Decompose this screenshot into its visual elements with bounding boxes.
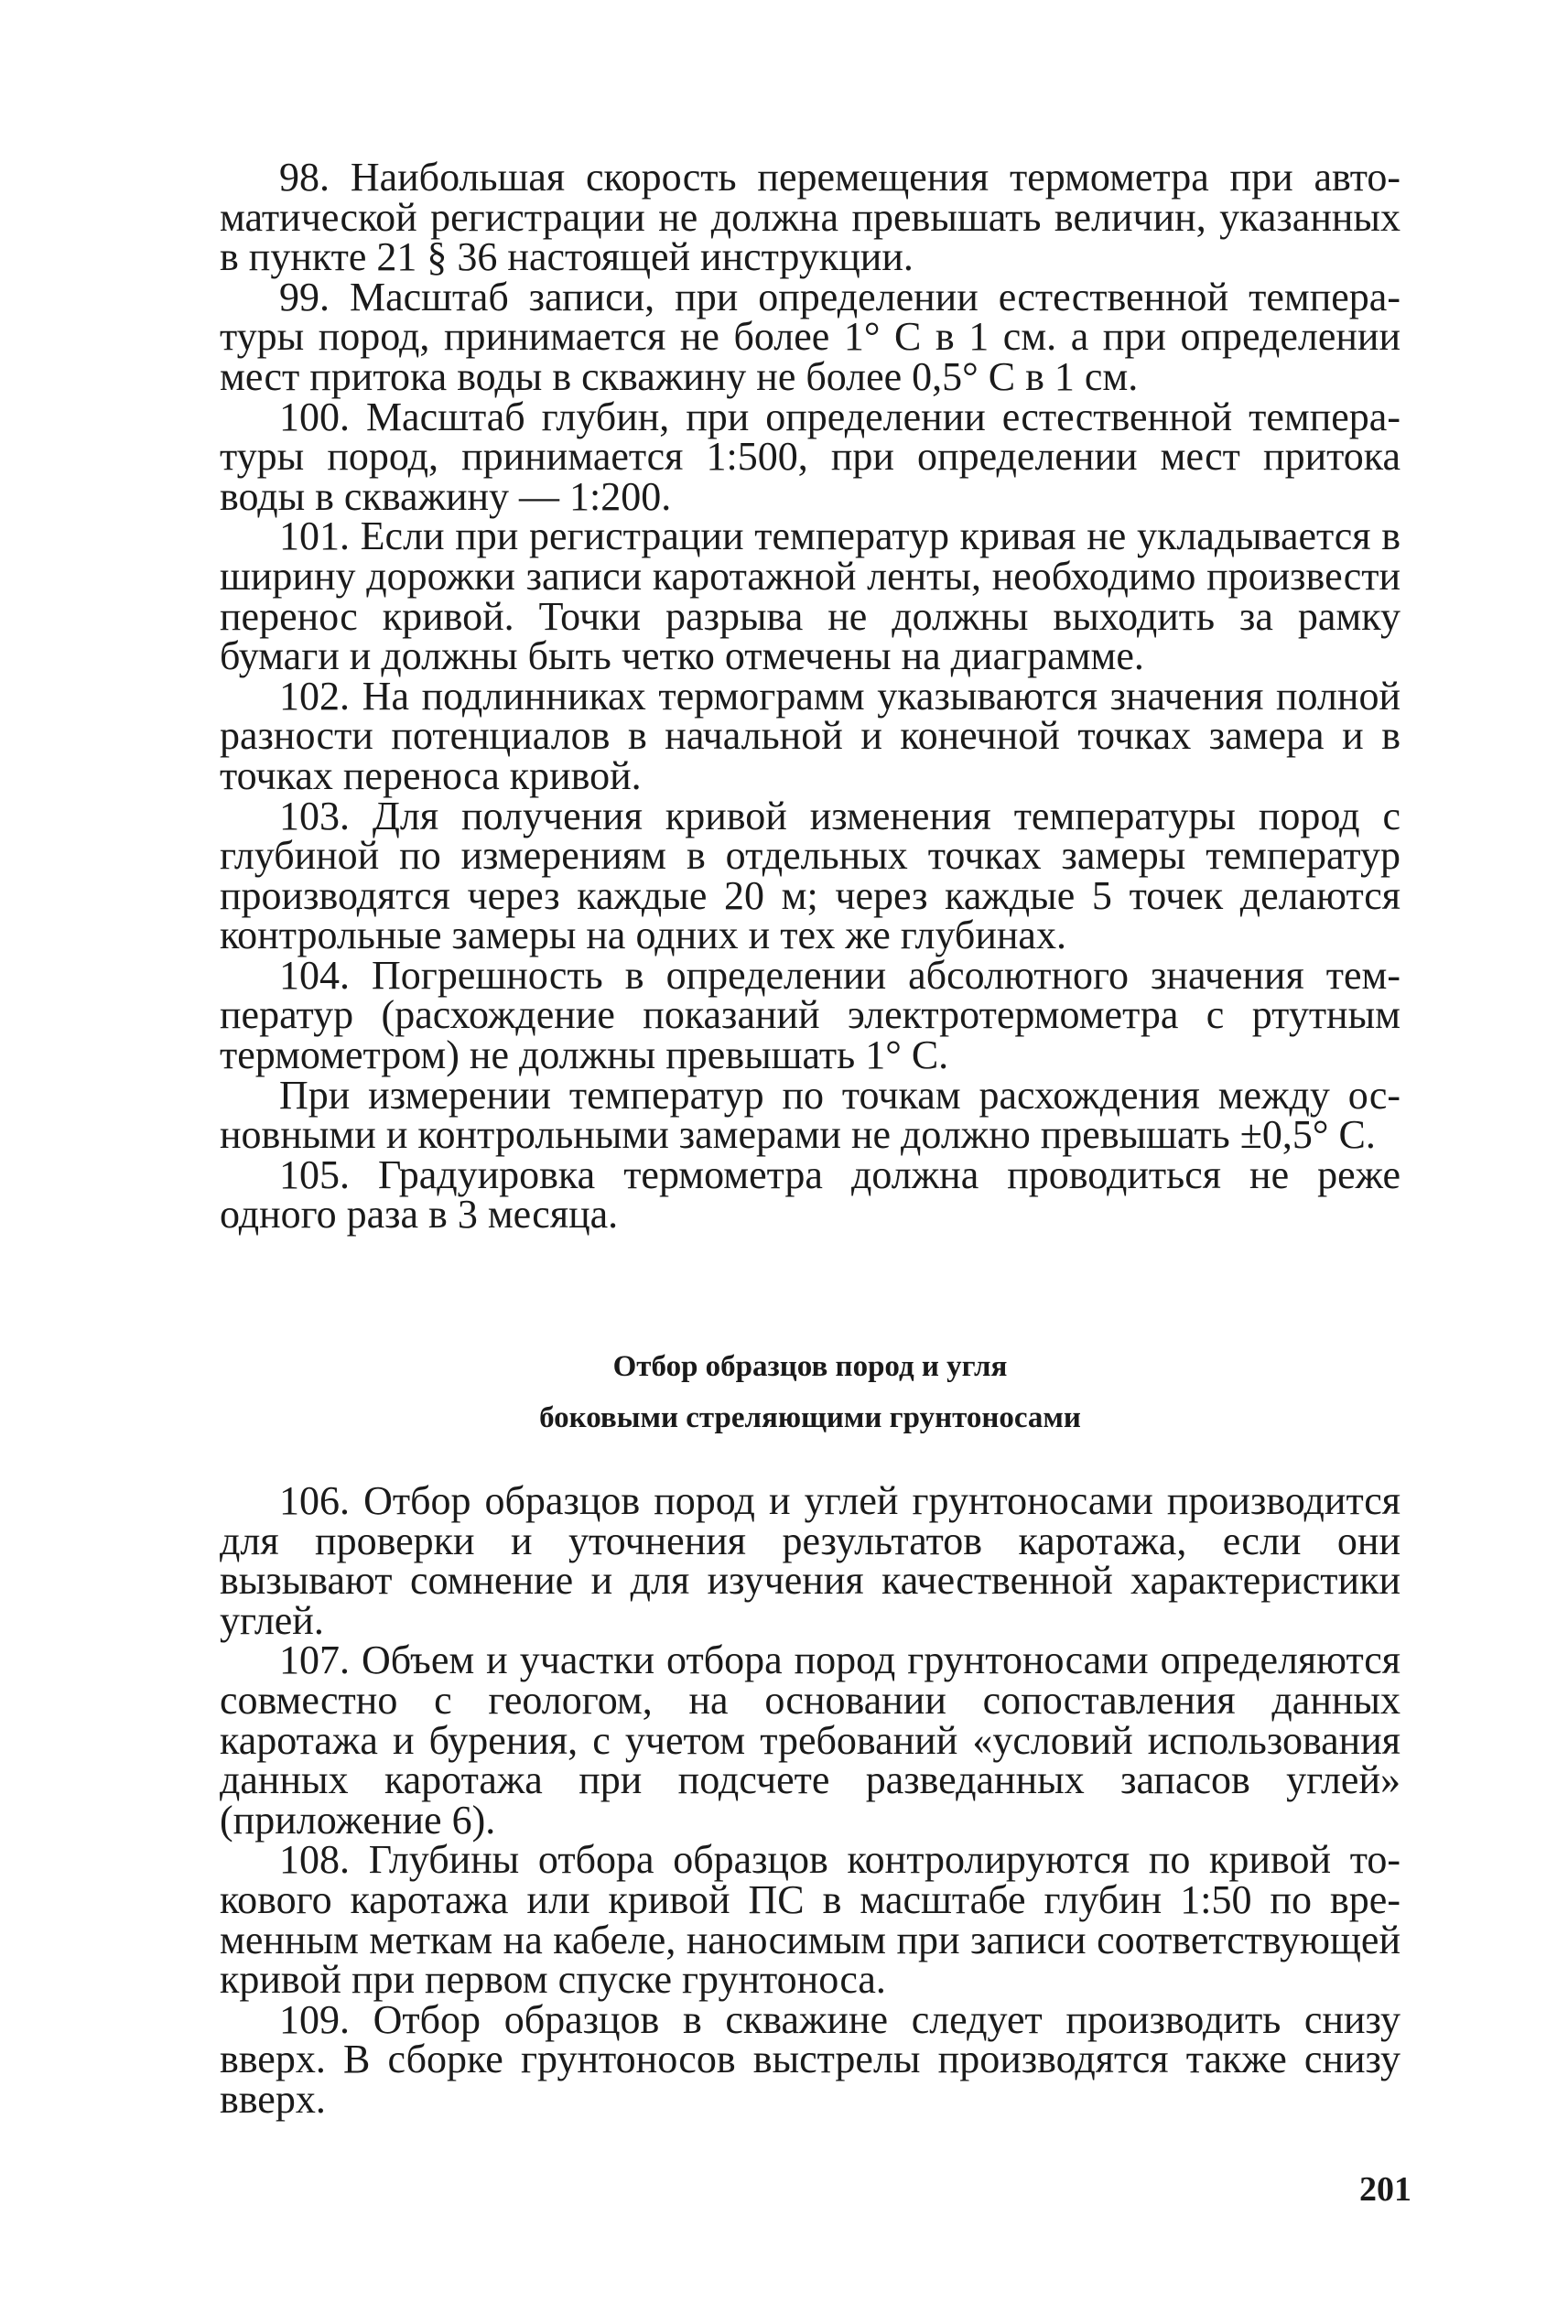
paragraph-101: 101. Если при регистрации температур кривая не укладывается в ширину дорожки записи каротажной ленты, необходимо произвести перенос кривой. Точки разрыва не должны выходить за рамку бумаги и должны быть четко отмечены на диаграмме. (220, 513, 1400, 679)
paragraph-108: 108. Глубины отбора образцов контролируются по кривой токового каротажа или кривой ПС в масштабе глубин 1:50 по временным меткам на кабеле, наносимым при записи соответствующей кривой при первом спуске грунтоноса. (220, 1837, 1400, 2003)
paragraph-107: 107. Объем и участки отбора пород грунтоносами определяются совместно с геологом, на основании сопоставления данных каротажа и бурения, с учетом требований «условий использования данных каротажа при подсчете разведанных запасов углей» (приложение 6). (220, 1638, 1400, 1843)
paragraph-105: 105. Градуировка термометра должна проводиться не реже одного раза в 3 месяца. (220, 1151, 1400, 1238)
section-heading-line-2: боковыми стреляющими грунтоносами (539, 1401, 1081, 1434)
text-block-bottom (220, 1478, 1400, 2122)
paragraph-104: 104. Погрешность в определении абсолютного значения температур (расхождение показаний электротермометра с ртутным термометром) не должны превышать 1° С. (220, 952, 1400, 1078)
text-block-top (220, 155, 1400, 1238)
paragraph-103: 103. Для получения кривой изменения температуры пород с глубиной по измерениям в отдельных точках замеры температур производятся через каждые 20 м; через каждые 5 точек делаются контрольные замеры на одних и тех же глубинах. (220, 793, 1400, 958)
paragraph-102: 102. На подлинниках термограмм указываются значения полной разности потенциалов в начальной и конечной точках замера и в точках переноса кривой. (220, 673, 1400, 798)
page-number: 201 (1359, 2170, 1411, 2209)
paragraph-106: 106. Отбор образцов пород и углей грунтоносами производится для проверки и уточнения результатов каротажа, если они вызывают сомнение и для изучения качественной характеристики углей. (220, 1478, 1400, 1643)
paragraph-99: 99. Масштаб записи, при определении естественной температуры пород, принимается не более 1° С в 1 см. а при определении мест притока воды в скважину не более 0,5° С в 1 см. (220, 274, 1400, 399)
paragraph-104-note: При измерении температур по точкам расхождения между основными и контрольными замерами не должно превышать ±0,5° С. (220, 1072, 1400, 1158)
paragraph-100: 100. Масштаб глубин, при определении естественной температуры пород, принимается 1:500, при определении мест притока воды в скважину — 1:200. (220, 394, 1400, 519)
section-heading-line-1: Отбор образцов пород и угля (612, 1350, 1008, 1383)
paragraph-98: 98. Наибольшая скорость перемещения термометра при автоматической регистрации не должна превышать величин, указанных в пункте 21 § 36 настоящей инструкции. (220, 155, 1400, 280)
paragraph-109: 109. Отбор образцов в скважине следует производить снизу вверх. В сборке грунтоносов выстрелы производятся также снизу вверх. (220, 1996, 1400, 2122)
